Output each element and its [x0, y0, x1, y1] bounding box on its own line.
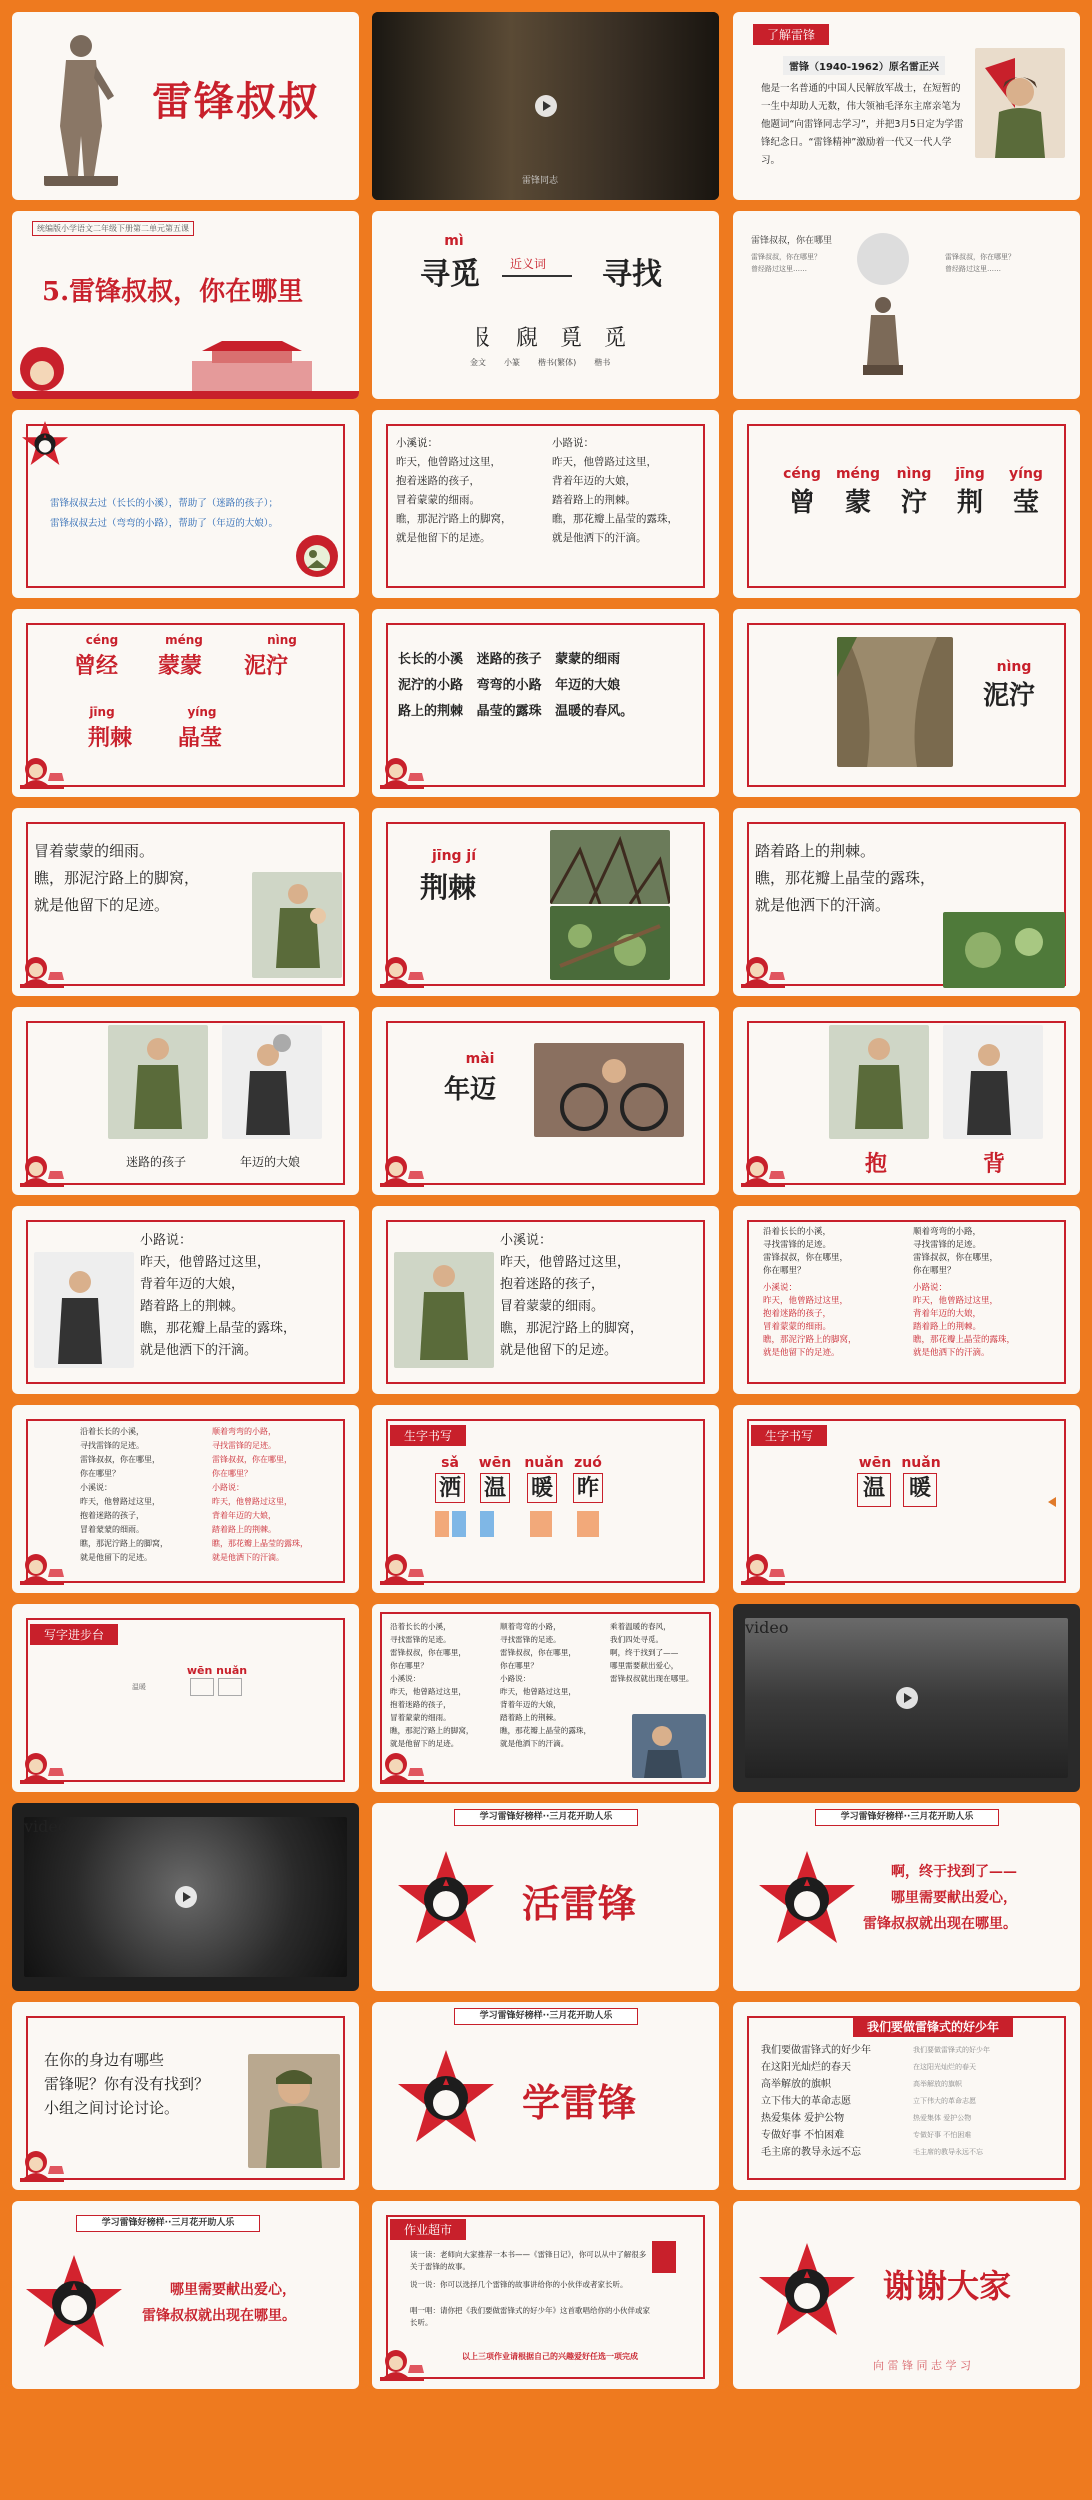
form-label: 金文	[470, 358, 486, 367]
stanza-left: 沿着长长的小溪， 寻找雷锋的足迹。 雷锋叔叔，你在哪里， 你在哪里？ 小溪说： 昨天，他曾路过这里， 抱着迷路的孩子， 冒着蒙蒙的细雨。 瞧，那泥泞路上的脚窝， 就是他留下的足迹。	[80, 1427, 168, 1562]
pinyin: zuó	[574, 1455, 602, 1471]
pinyin: céng	[783, 466, 821, 482]
pinyin: jīng jí	[431, 848, 477, 864]
corner-art-icon	[18, 950, 66, 990]
corner-art-icon	[378, 1746, 426, 1786]
corner-art-icon	[18, 1547, 66, 1587]
slide-21-full-text[interactable]	[733, 1206, 1080, 1394]
dew-photo	[943, 912, 1065, 988]
slide-33-song[interactable]	[733, 2002, 1080, 2190]
char-box: 洒	[435, 1473, 465, 1503]
form-labels	[470, 357, 610, 368]
slide-20-stream-speaks[interactable]	[372, 1206, 719, 1394]
pinyin: méng	[835, 466, 881, 482]
leifeng-star-icon	[759, 2241, 855, 2337]
verb-carry: 背	[983, 1151, 1006, 1177]
pinyin: wēn	[858, 1455, 892, 1471]
word: 晶莹	[178, 725, 223, 751]
slide-19-road-speaks[interactable]	[12, 1206, 359, 1394]
slide-22-reading[interactable]	[12, 1405, 359, 1593]
stroke-bar	[435, 1511, 449, 1537]
stanza-right: 顺着弯弯的小路， 寻找雷锋的足迹。 雷锋叔叔，你在哪里， 你在哪里？ 小路说： 昨天，他曾路过这里， 背着年迈的大娘， 踏着路上的荆棘。 瞧，那花瓣上晶莹的露珠， 就是他洒下的汗滴。	[212, 1427, 308, 1562]
section-ribbon: 生字书写	[751, 1425, 827, 1446]
corner-art-icon	[18, 751, 66, 791]
word: 曾经	[74, 653, 119, 679]
pinyin: jīng	[89, 705, 115, 719]
pinyin: méng	[165, 633, 203, 647]
stroke-bar	[577, 1511, 599, 1537]
char-box: 昨	[573, 1473, 603, 1503]
bio-text: 他是一名普通的中国人民解放军战士，在短暂的一生中却助人无数，伟大领袖毛泽东主席亲笔为他题词“向雷锋同志学习”，并把3月5日定为学雷锋纪念日。“雷锋精神”激励着一代又一代人学习。	[761, 83, 964, 166]
char-box: 暖	[527, 1473, 557, 1503]
play-icon[interactable]	[175, 1886, 197, 1908]
summary-line-2: 雷锋叔叔去过（弯弯的小路），帮助了（年迈的大娘）。	[50, 518, 279, 529]
carrying-child-illustration	[252, 872, 342, 978]
corner-art-icon	[18, 2144, 66, 2184]
slide-2-video[interactable]	[372, 12, 719, 200]
passage: 冒着蒙蒙的细雨。 瞧，那泥泞路上的脚窝， 就是他留下的足迹。	[34, 842, 200, 914]
slide-title: 谢谢大家	[883, 2267, 1012, 2305]
slide-9-new-chars[interactable]	[733, 410, 1080, 598]
corner-art-icon	[378, 1547, 426, 1587]
slide-3-about[interactable]	[733, 12, 1080, 200]
poem-text: 雷锋叔叔，你在哪里？ 曾经路过这里……	[751, 253, 821, 273]
char: 泞	[900, 488, 927, 518]
char-box: 暖	[903, 1473, 937, 1507]
summary-line-1: 雷锋叔叔去过（长长的小溪），帮助了（迷路的孩子）；	[50, 498, 279, 509]
helping-photo	[632, 1714, 706, 1778]
slide-28-video[interactable]	[12, 1803, 359, 1991]
stanza-1: 沿着长长的小溪， 寻找雷锋的足迹。 雷锋叔叔，你在哪里， 你在哪里？	[763, 1227, 849, 1276]
slide-5-synonym[interactable]	[372, 211, 719, 399]
form-label: 楷书	[594, 358, 611, 367]
leifeng-star-icon	[398, 2048, 494, 2144]
char-box: 温	[857, 1473, 891, 1507]
slogan: 哪里需要献出爱心， 雷锋叔叔就出现在哪里。	[142, 2282, 296, 2324]
banner: 学习雷锋好榜样··三月花开助人乐	[815, 1809, 999, 1826]
word-xunzhao: 寻找	[602, 257, 662, 292]
pinyin: yíng	[1009, 466, 1043, 482]
slide-31-discussion[interactable]	[12, 2002, 359, 2190]
word: 年迈	[444, 1075, 497, 1105]
slide-17-elderly[interactable]	[372, 1007, 719, 1195]
word: 泥泞	[983, 681, 1036, 711]
arrow-line	[502, 275, 572, 277]
slide-8-text[interactable]	[372, 410, 719, 598]
bio-name: 雷锋（1940-1962）原名雷正兴	[783, 56, 945, 75]
practice-hint: 温暖	[132, 1683, 146, 1691]
char: 曾	[788, 488, 815, 518]
play-icon[interactable]	[896, 1687, 918, 1709]
poem-col-2: 小路说： 昨天，他曾路过这里， 背着年迈的大娘， 踏着路上的荆棘。 瞧，那花瓣上晶莹的露珠， 就是他洒下的汗滴。	[552, 437, 678, 544]
corner-art-icon	[378, 1149, 426, 1189]
word-grid: 长长的小溪 迷路的孩子 蒙蒙的细雨 泥泞的小路 弯弯的小路 年迈的大娘 路上的荆棘 晶莹的露珠 温暖的春风。	[398, 652, 634, 719]
stroke-bar	[452, 1511, 466, 1537]
video-frame: video	[24, 1817, 347, 1977]
muddy-road-photo	[837, 637, 953, 767]
word-xunmi: 寻觅	[420, 257, 480, 292]
slide-36-thanks[interactable]	[733, 2201, 1080, 2389]
video-caption: 雷锋同志	[522, 176, 559, 186]
statue-icon	[833, 231, 933, 381]
word: 荆棘	[420, 871, 477, 904]
pinyin: wēn nuǎn	[186, 1664, 248, 1677]
slide-title: 雷锋叔叔	[152, 78, 320, 125]
wheelchair-photo	[534, 1043, 684, 1137]
carrying-elder-illustration	[222, 1025, 322, 1139]
word: 荆棘	[88, 725, 133, 751]
pinyin: sǎ	[441, 1455, 459, 1471]
carrying-elder-illustration	[34, 1252, 134, 1368]
lesson-title: 5.雷锋叔叔，你在哪里	[42, 277, 304, 307]
slide-25-practice[interactable]	[12, 1604, 359, 1792]
leifeng-portrait-icon	[975, 48, 1065, 158]
soldier-photo	[248, 2054, 340, 2168]
slide-26-review[interactable]	[372, 1604, 719, 1792]
leifeng-star-icon	[26, 2253, 122, 2349]
slide-35-homework[interactable]	[372, 2201, 719, 2389]
poem-title: 雷锋叔叔，你在哪里	[751, 236, 833, 246]
slide-11-word-grid[interactable]	[372, 609, 719, 797]
leifeng-star-icon	[759, 1849, 855, 1945]
section-ribbon: 我们要做雷锋式的好少年	[853, 2016, 1013, 2037]
slide-27-video[interactable]	[733, 1604, 1080, 1792]
slogan: 啊，终于找到了—— 哪里需要献出爱心， 雷锋叔叔就出现在哪里。	[863, 1864, 1017, 1932]
form-label: 小篆	[504, 358, 520, 367]
poem-text-right: 雷锋叔叔，你在哪里？ 曾经路过这里……	[945, 253, 1015, 273]
practice-box[interactable]	[190, 1678, 214, 1696]
book-icon	[652, 2241, 676, 2273]
practice-box[interactable]	[218, 1678, 242, 1696]
word: 泥泞	[244, 653, 289, 679]
slide-14-thorns[interactable]	[372, 808, 719, 996]
slide-13-rain[interactable]	[12, 808, 359, 996]
slide-title: 活雷锋	[522, 1881, 637, 1926]
slide-16-pictures[interactable]	[12, 1007, 359, 1195]
leifeng-statue-icon	[44, 26, 118, 186]
stanza-1: 沿着长长的小溪， 寻找雷锋的足迹。 雷锋叔叔，你在哪里， 你在哪里？ 小溪说： 昨天，他曾路过这里， 抱着迷路的孩子， 冒着蒙蒙的细雨。 瞧，那泥泞路上的脚窝， 就是他留下的足迹。	[390, 1622, 474, 1748]
slide-6-poem-preview[interactable]	[733, 211, 1080, 399]
thorn-closeup-photo	[550, 906, 670, 980]
pinyin: nìng	[896, 466, 932, 482]
helping-icon	[295, 534, 339, 578]
thorn-bush-photo	[550, 830, 670, 904]
form-char: 覓	[560, 326, 583, 351]
slide-18-actions[interactable]	[733, 1007, 1080, 1195]
slide-23-writing[interactable]	[372, 1405, 719, 1593]
carrying-child-illustration	[829, 1025, 929, 1139]
corner-art-icon	[18, 1746, 66, 1786]
stanza-2: 顺着弯弯的小路， 寻找雷锋的足迹。 雷锋叔叔，你在哪里， 你在哪里？	[913, 1227, 999, 1276]
homework-item-2: 说一说：你可以选择几个雷锋的故事讲给你的小伙伴或者家长听。	[410, 2280, 628, 2289]
slide-10-words[interactable]	[12, 609, 359, 797]
passage: 小溪说： 昨天，他曾路过这里， 抱着迷路的孩子， 冒着蒙蒙的细雨。 瞧，那泥泞路上的脚窝， 就是他留下的足迹。	[500, 1233, 644, 1358]
char-box: 温	[480, 1473, 510, 1503]
banner: 学习雷锋好榜样··三月花开助人乐	[454, 2008, 638, 2025]
pinyin: nuǎn	[901, 1455, 941, 1471]
corner-art-icon	[378, 950, 426, 990]
poem-col-1: 小溪说： 昨天，他曾路过这里， 抱着迷路的孩子， 冒着蒙蒙的细雨。 瞧，那泥泞路上的脚窝， 就是他留下的足迹。	[396, 437, 512, 544]
slide-title: 学雷锋	[522, 2080, 637, 2125]
pinyin: wēn	[478, 1455, 512, 1471]
carrying-child-illustration	[394, 1252, 494, 1368]
pinyin: nìng	[267, 633, 297, 647]
pinyin: jīng	[955, 466, 985, 482]
play-icon[interactable]	[535, 95, 557, 117]
verb-hold: 抱	[865, 1151, 888, 1177]
tiananmen-icon	[12, 321, 359, 399]
slide-29-living-leifeng[interactable]	[372, 1803, 719, 1991]
stroke-bar	[530, 1511, 552, 1537]
form-char: 𠬝	[472, 326, 495, 351]
section-ribbon: 了解雷锋	[753, 24, 829, 45]
pinyin: nìng	[996, 659, 1032, 675]
leifeng-star-icon	[22, 420, 68, 466]
homework-item-3: 唱一唱：请你把《我们要做雷锋式的好少年》这首歌唱给你的小伙伴或家长听。	[410, 2306, 650, 2327]
song-lyrics: 我们要做雷锋式的好少年 在这阳光灿烂的春天 高举解放的旗帜 立下伟大的革命志愿 热爱集体 爱护公物 专做好事 不怕困难 毛主席的教导永远不忘	[761, 2045, 871, 2158]
slide-1-title[interactable]	[12, 12, 359, 200]
corner-art-icon	[739, 1149, 787, 1189]
slide-32-learn-leifeng[interactable]	[372, 2002, 719, 2190]
slide-12-nining[interactable]	[733, 609, 1080, 797]
slide-15-dew[interactable]	[733, 808, 1080, 996]
corner-art-icon	[739, 1547, 787, 1587]
char: 莹	[1012, 488, 1039, 518]
banner: 学习雷锋好榜样··三月花开助人乐	[76, 2215, 260, 2232]
char: 蒙	[844, 488, 871, 518]
lesson-header: 统编版小学语文二年级下册第二单元第五课	[32, 221, 194, 236]
corner-art-icon	[378, 751, 426, 791]
section-ribbon: 作业超市	[390, 2219, 466, 2240]
word: 蒙蒙	[158, 653, 203, 679]
slide-7-summary[interactable]	[12, 410, 359, 598]
caption-child: 迷路的孩子	[126, 1155, 187, 1169]
homework-item-1: 读一读：老师向大家推荐一本书——《雷锋日记》，你可以从中了解很多关于雷锋的故事。	[410, 2250, 647, 2271]
slide-34-slogan[interactable]	[12, 2201, 359, 2389]
form-label: 楷书(繁体)	[538, 358, 577, 367]
stroke-bar	[480, 1511, 494, 1537]
speaker-icon[interactable]	[1048, 1497, 1056, 1507]
char-forms	[472, 321, 626, 352]
homework-note: 以上三项作业请根据自己的兴趣爱好任选一项完成	[462, 2352, 638, 2361]
form-char: 覛	[516, 326, 539, 351]
banner: 学习雷锋好榜样··三月花开助人乐	[454, 1809, 638, 1826]
corner-art-icon	[739, 950, 787, 990]
slide-4-lesson-title[interactable]	[12, 211, 359, 399]
passage: 踏着路上的荆棘。 瞧，那花瓣上晶莹的露珠， 就是他洒下的汗滴。	[755, 842, 936, 914]
section-ribbon: 写字进步台	[30, 1624, 118, 1645]
char: 荆	[956, 488, 983, 518]
pinyin: mài	[465, 1051, 495, 1067]
carrying-elder-illustration	[943, 1025, 1043, 1139]
stanza-1-red: 小溪说： 昨天，他曾路过这里， 抱着迷路的孩子， 冒着蒙蒙的细雨。 瞧，那泥泞路上的脚窝， 就是他留下的足迹。	[763, 1283, 857, 1358]
corner-art-icon	[18, 1149, 66, 1189]
pinyin: yíng	[187, 705, 217, 719]
stanza-2-red: 小路说： 昨天，他曾路过这里， 背着年迈的大娘， 踏着路上的荆棘。 瞧，那花瓣上晶莹的露珠， 就是他洒下的汗滴。	[913, 1283, 1016, 1358]
pinyin: céng	[85, 633, 119, 647]
slide-30-found[interactable]	[733, 1803, 1080, 1991]
carrying-child-illustration	[108, 1025, 208, 1139]
pinyin-mi: mì	[444, 233, 464, 249]
corner-art-icon	[378, 2343, 426, 2383]
slide-24-writing-2[interactable]	[733, 1405, 1080, 1593]
form-char: 觅	[604, 326, 627, 351]
leifeng-star-icon	[398, 1849, 494, 1945]
caption-elder: 年迈的大娘	[240, 1155, 301, 1169]
passage: 小路说： 昨天，他曾路过这里， 背着年迈的大娘， 踏着路上的荆棘。 瞧，那花瓣上晶莹的露珠， 就是他洒下的汗滴。	[140, 1233, 297, 1358]
synonym-label: 近义词	[510, 257, 547, 271]
section-ribbon: 生字书写	[390, 1425, 466, 1446]
stanza-3: 乘着温暖的春风， 我们四处寻觅。 啊，终于找到了—— 哪里需要献出爱心， 雷锋叔叔就出现在哪里。	[610, 1622, 694, 1683]
discussion-prompt: 在你的身边有哪些 雷锋呢？你有没有找到？ 小组之间讨论讨论。	[44, 2051, 210, 2117]
pinyin: nuǎn	[524, 1455, 564, 1471]
slide-subtitle: 向 雷 锋 同 志 学 习	[873, 2359, 971, 2372]
song-lyrics-small: 我们要做雷锋式的好少年 在这阳光灿烂的春天 高举解放的旗帜 立下伟大的革命志愿 热爱集体 爱护公物 专做好事 不怕困难 毛主席的教导永远不忘	[913, 2046, 990, 2156]
stanza-2: 顺着弯弯的小路， 寻找雷锋的足迹。 雷锋叔叔，你在哪里， 你在哪里？ 小路说： 昨天，他曾路过这里， 背着年迈的大娘， 踏着路上的荆棘。 瞧，那花瓣上晶莹的露珠， 就是他洒下的汗滴。	[500, 1622, 592, 1748]
video-frame: video	[745, 1618, 1068, 1778]
